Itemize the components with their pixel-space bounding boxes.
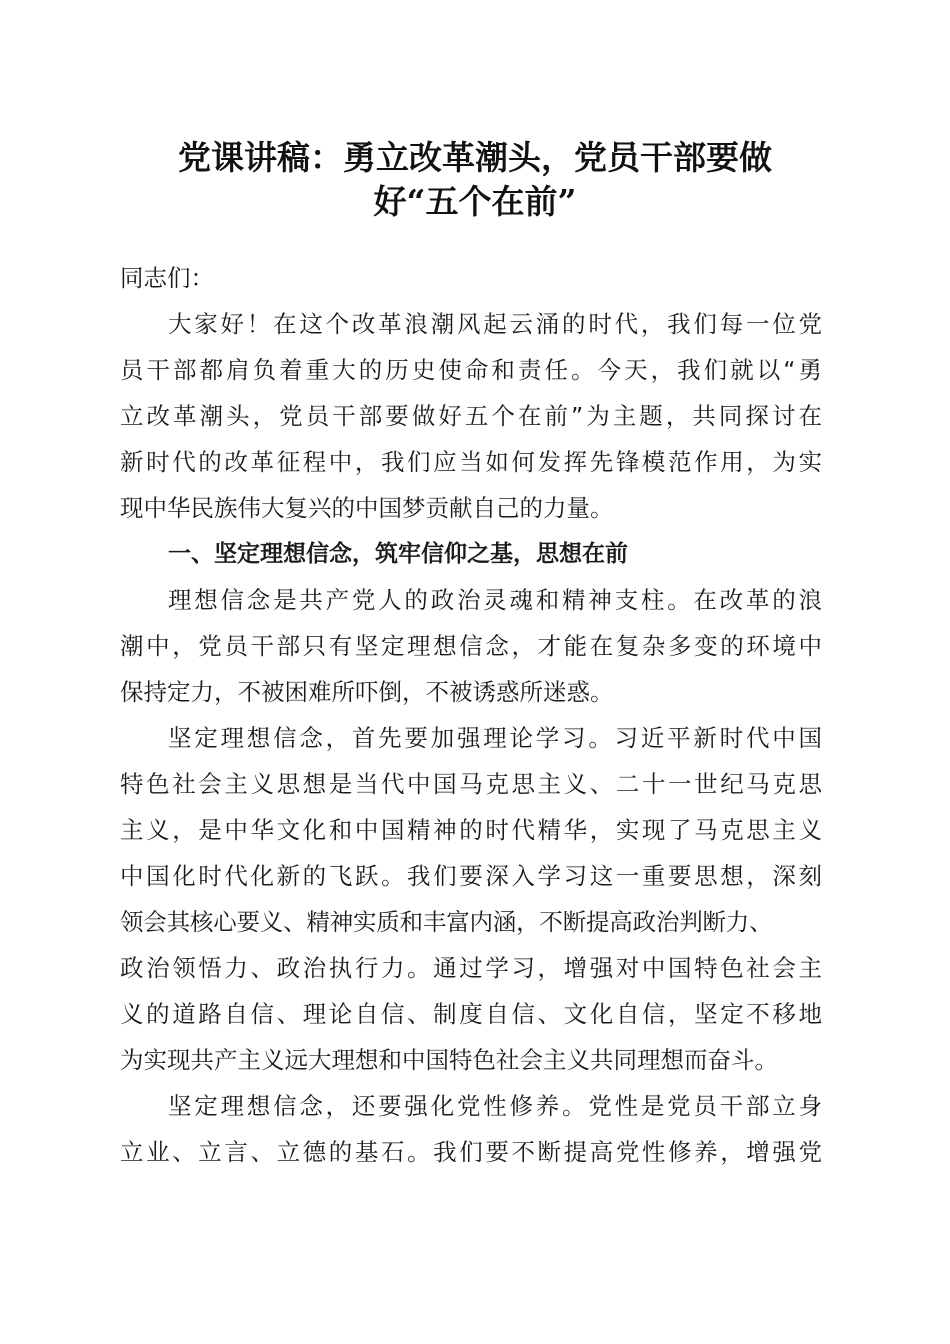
salutation: 同志们：: [120, 264, 214, 292]
paragraph-line: 坚定理想信念，还要强化党性修养。党性是党员干部立身: [168, 1092, 822, 1120]
paragraph-line: 理想信念是共产党人的政治灵魂和精神支柱。在改革的浪: [168, 586, 822, 614]
paragraph-ideals: [120, 577, 822, 715]
paragraph-line: 立改革潮头，党员干部要做好五个在前”为主题，共同探讨在: [120, 402, 822, 430]
paragraph-line: 为实现共产主义远大理想和中国特色社会主义共同理想而奋斗。: [120, 1046, 778, 1074]
paragraph-line: 潮中，党员干部只有坚定理想信念，才能在复杂多变的环境中: [120, 632, 822, 660]
paragraph-line: 特色社会主义思想是当代中国马克思主义、二十一世纪马克思: [120, 770, 822, 798]
section-heading-1: 一、坚定理想信念，筑牢信仰之基，思想在前: [168, 541, 628, 567]
paragraph-line: 领会其核心要义、精神实质和丰富内涵，不断提高政治判断力、: [120, 908, 773, 936]
paragraph-line: 主义，是中华文化和中国精神的时代精华，实现了马克思主义: [120, 816, 822, 844]
paragraph-line: 坚定理想信念，首先要加强理论学习。习近平新时代中国: [168, 724, 822, 752]
paragraph-line: 保持定力，不被困难所吓倒，不被诱惑所迷惑。: [120, 678, 614, 706]
paragraph-party-spirit: [120, 1083, 822, 1175]
paragraph-line: 中国化时代化新的飞跃。我们要深入学习这一重要思想，深刻: [120, 862, 822, 890]
paragraph-line: 义的道路自信、理论自信、制度自信、文化自信，坚定不移地: [120, 1000, 822, 1028]
paragraph-theory-study: [120, 715, 822, 1083]
document-title: [120, 136, 830, 224]
paragraph-line: 大家好！在这个改革浪潮风起云涌的时代，我们每一位党: [168, 310, 822, 338]
paragraph-line: 新时代的改革征程中，我们应当如何发挥先锋模范作用，为实: [120, 448, 822, 476]
paragraph-line: 现中华民族伟大复兴的中国梦贡献自己的力量。: [120, 494, 614, 522]
title-line-2: 好“五个在前”: [373, 182, 577, 221]
paragraph-intro: [120, 301, 822, 531]
document-body: [120, 255, 822, 1175]
title-line-1: 党课讲稿：勇立改革潮头，党员干部要做: [178, 138, 772, 177]
paragraph-line: 员干部都肩负着重大的历史使命和责任。今天，我们就以“勇: [120, 356, 822, 384]
paragraph-line: 政治领悟力、政治执行力。通过学习，增强对中国特色社会主: [120, 954, 822, 982]
paragraph-line: 立业、立言、立德的基石。我们要不断提高党性修养，增强党: [120, 1138, 822, 1166]
